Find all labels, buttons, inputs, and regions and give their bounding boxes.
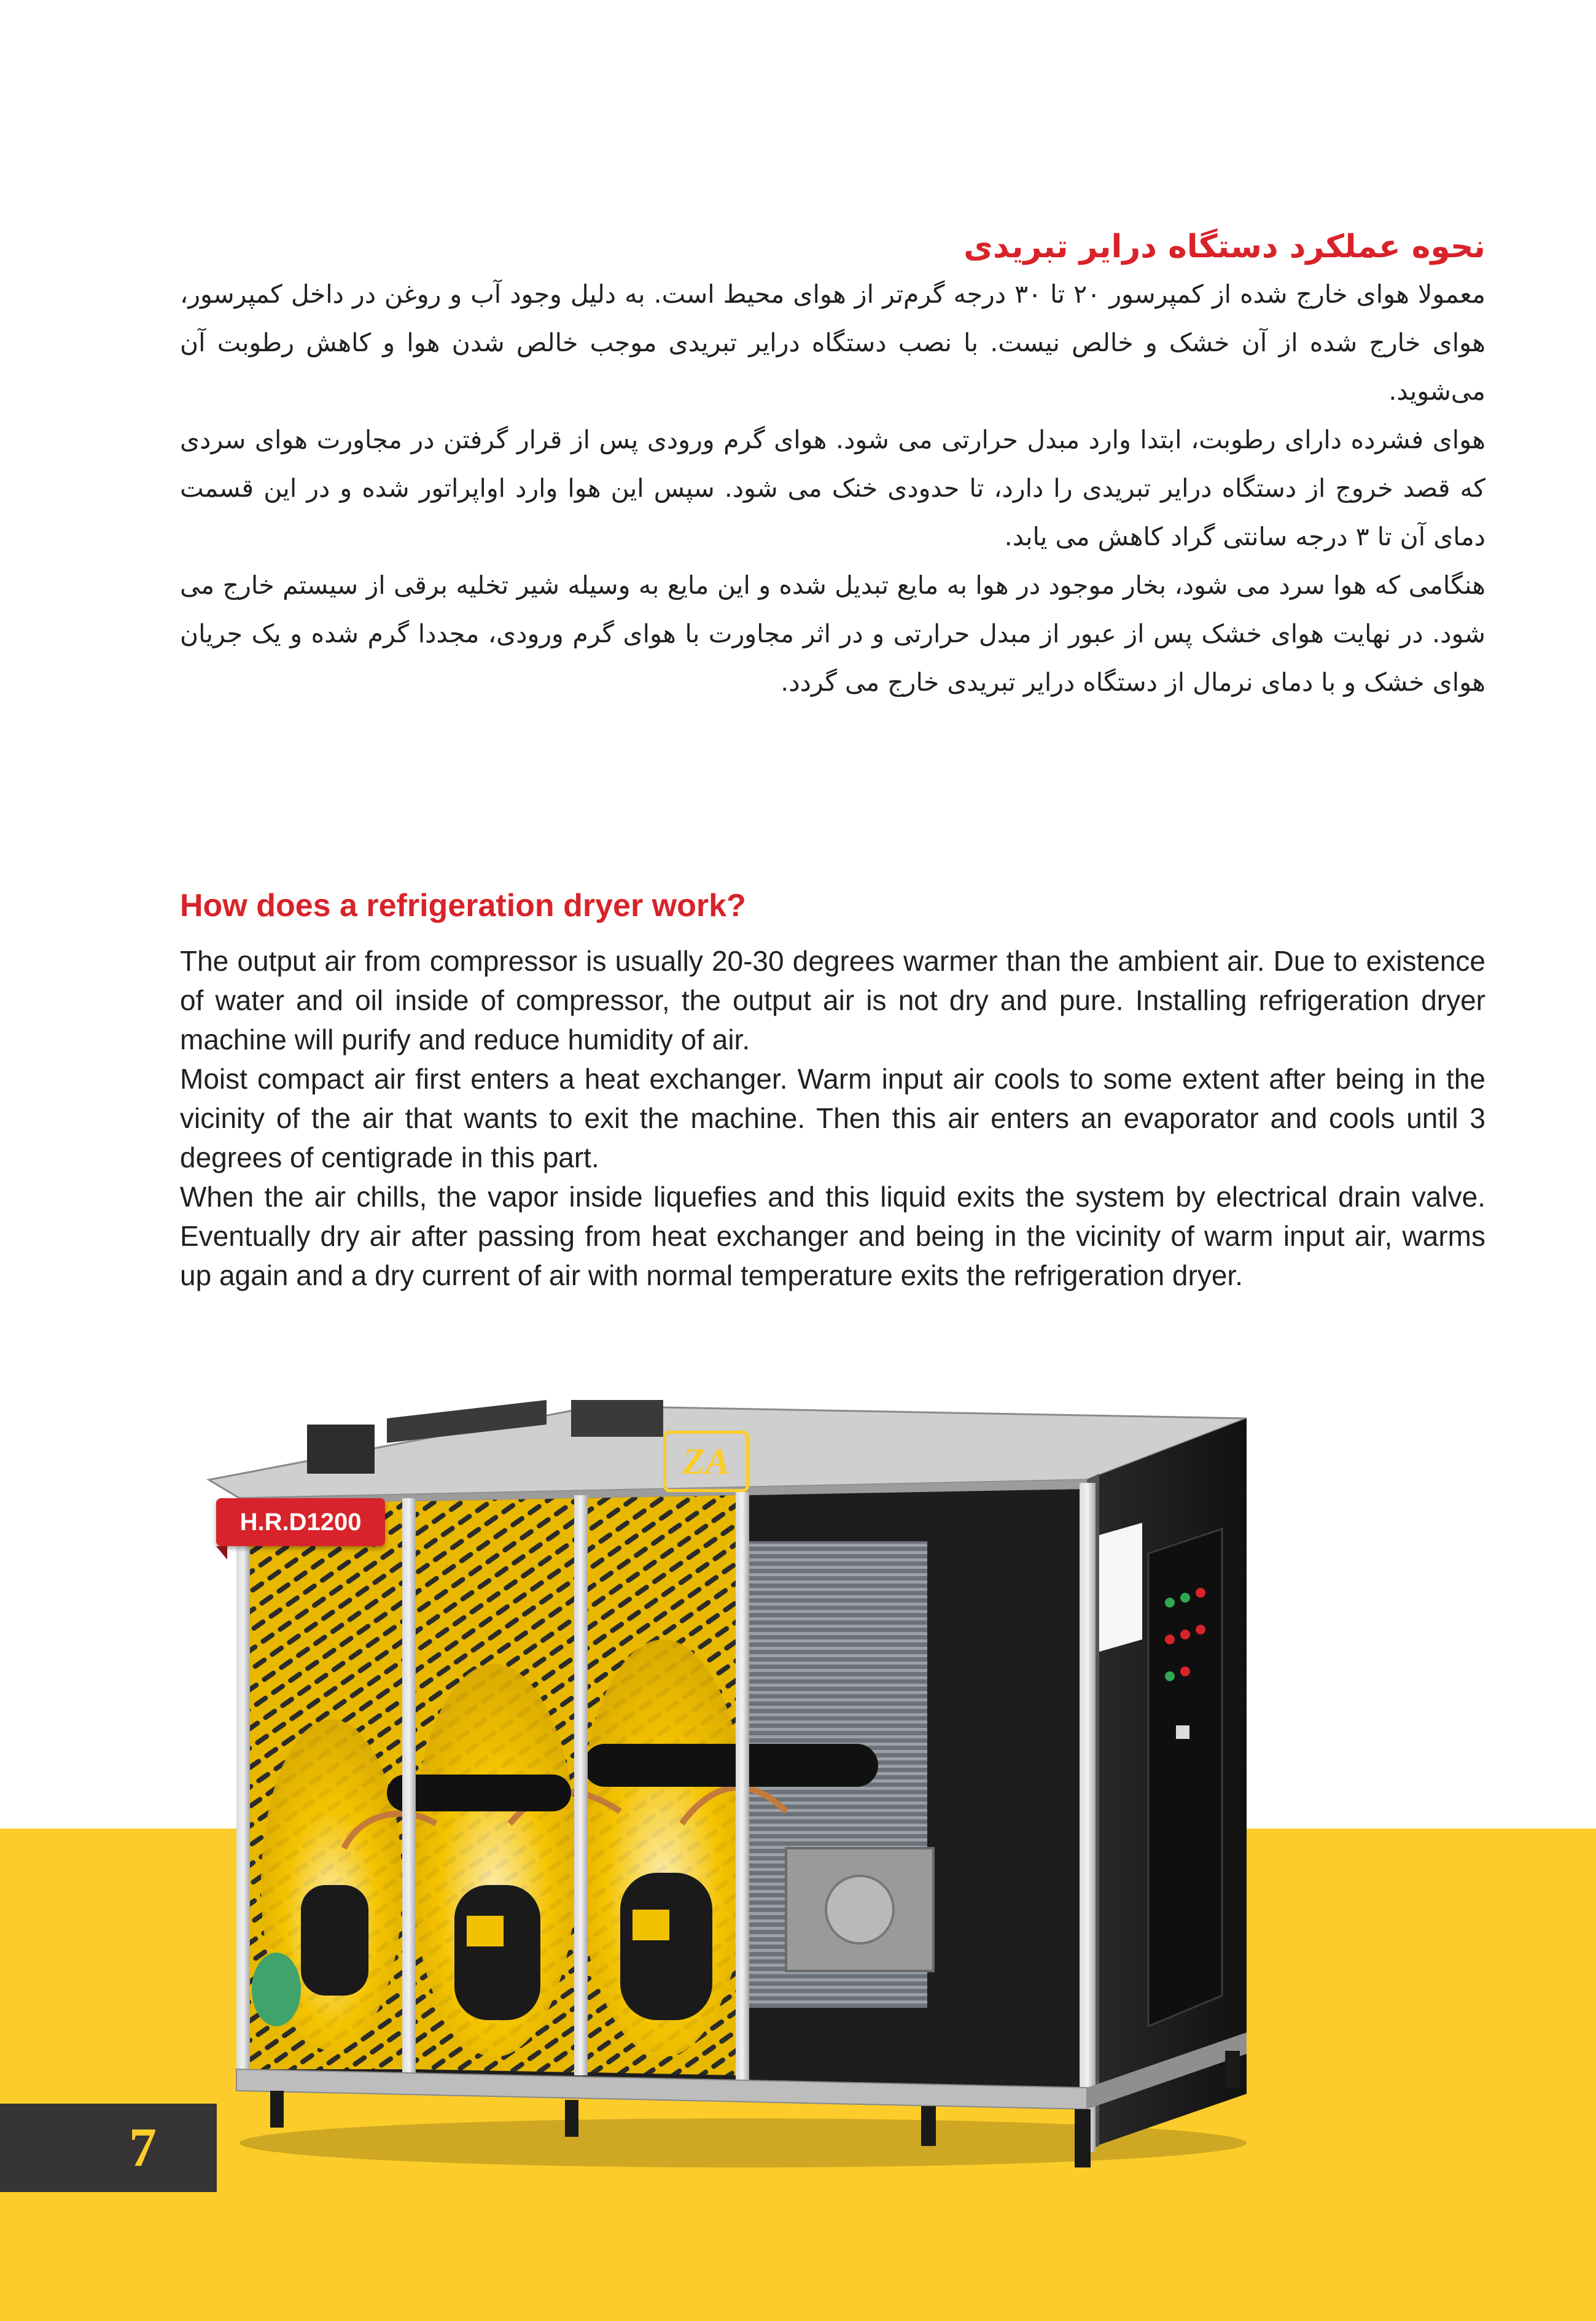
english-paragraph: The output air from compressor is usually 20-30 degrees warmer than the ambient air. Due to existence of water and oil inside of compressor, the output air is not dry and pure. Installing refrigeration dryer machine will purify and reduce humidity of air.	[180, 945, 1485, 1056]
english-body	[180, 941, 1485, 1295]
brand-logo	[663, 1431, 749, 1492]
english-title: How does a refrigeration dryer work?	[180, 888, 746, 923]
persian-paragraph: هنگامی که هوا سرد می شود، بخار موجود در هوا به مایع تبدیل شده و این مایع به وسیله شیر تخلیه برقی از سیستم خارج می شود. در نهایت هوای خشک پس از عبور از مبدل حرارتی و در اثر مجاورت با هوای گرم ورودی، مجددا گرم شده و یک جریان هوای خشک و با دمای نرمال از دستگاه درایر تبریدی خارج می گردد.	[180, 570, 1485, 697]
english-paragraph: Moist compact air first enters a heat exchanger. Warm input air cools to some extent after being in the vicinity of the air that wants to exit the machine. Then this air enters an evaporator and cools until 3 degrees of centigrade in this part.	[180, 1063, 1485, 1173]
persian-title: نحوه عملکرد دستگاه درایر تبریدی	[963, 228, 1485, 265]
model-badge-notch	[216, 1546, 227, 1560]
brand-logo-text: ZA	[682, 1441, 730, 1482]
page-number: 7	[129, 2117, 157, 2178]
persian-body	[180, 270, 1485, 707]
model-label: H.R.D1200	[239, 1509, 362, 1536]
english-paragraph: When the air chills, the vapor inside liquefies and this liquid exits the system by electrical drain valve. Eventually dry air after passing from heat exchanger and being in the vicinity of warm input air, warms up again and a dry current of air with normal temperature exits the refrigeration dryer.	[180, 1181, 1485, 1291]
persian-paragraph: معمولا هوای خارج شده از کمپرسور ۲۰ تا ۳۰ درجه گرم‌تر از هوای محیط است. به دلیل وجود آب و روغن در داخل کمپرسور، هوای خارج شده از آن خشک و خالص نیست. با نصب دستگاه درایر تبریدی موجب خالص شدن هوا و کاهش رطوبت آن می‌شوید.	[180, 279, 1486, 406]
persian-paragraph: هوای فشرده دارای رطوبت، ابتدا وارد مبدل حرارتی می شود. هوای گرم ورودی پس از قرار گرفتن در مجاورت هوای سردی که قصد خروج از دستگاه درایر تبریدی را دارد، تا حدودی خنک می شود. سپس این هوا وارد اواپراتور شده و در این قسمت دمای آن تا ۳ درجه سانتی گراد کاهش می یابد.	[180, 425, 1485, 551]
model-badge	[216, 1498, 385, 1546]
page-number-box	[0, 2104, 217, 2192]
